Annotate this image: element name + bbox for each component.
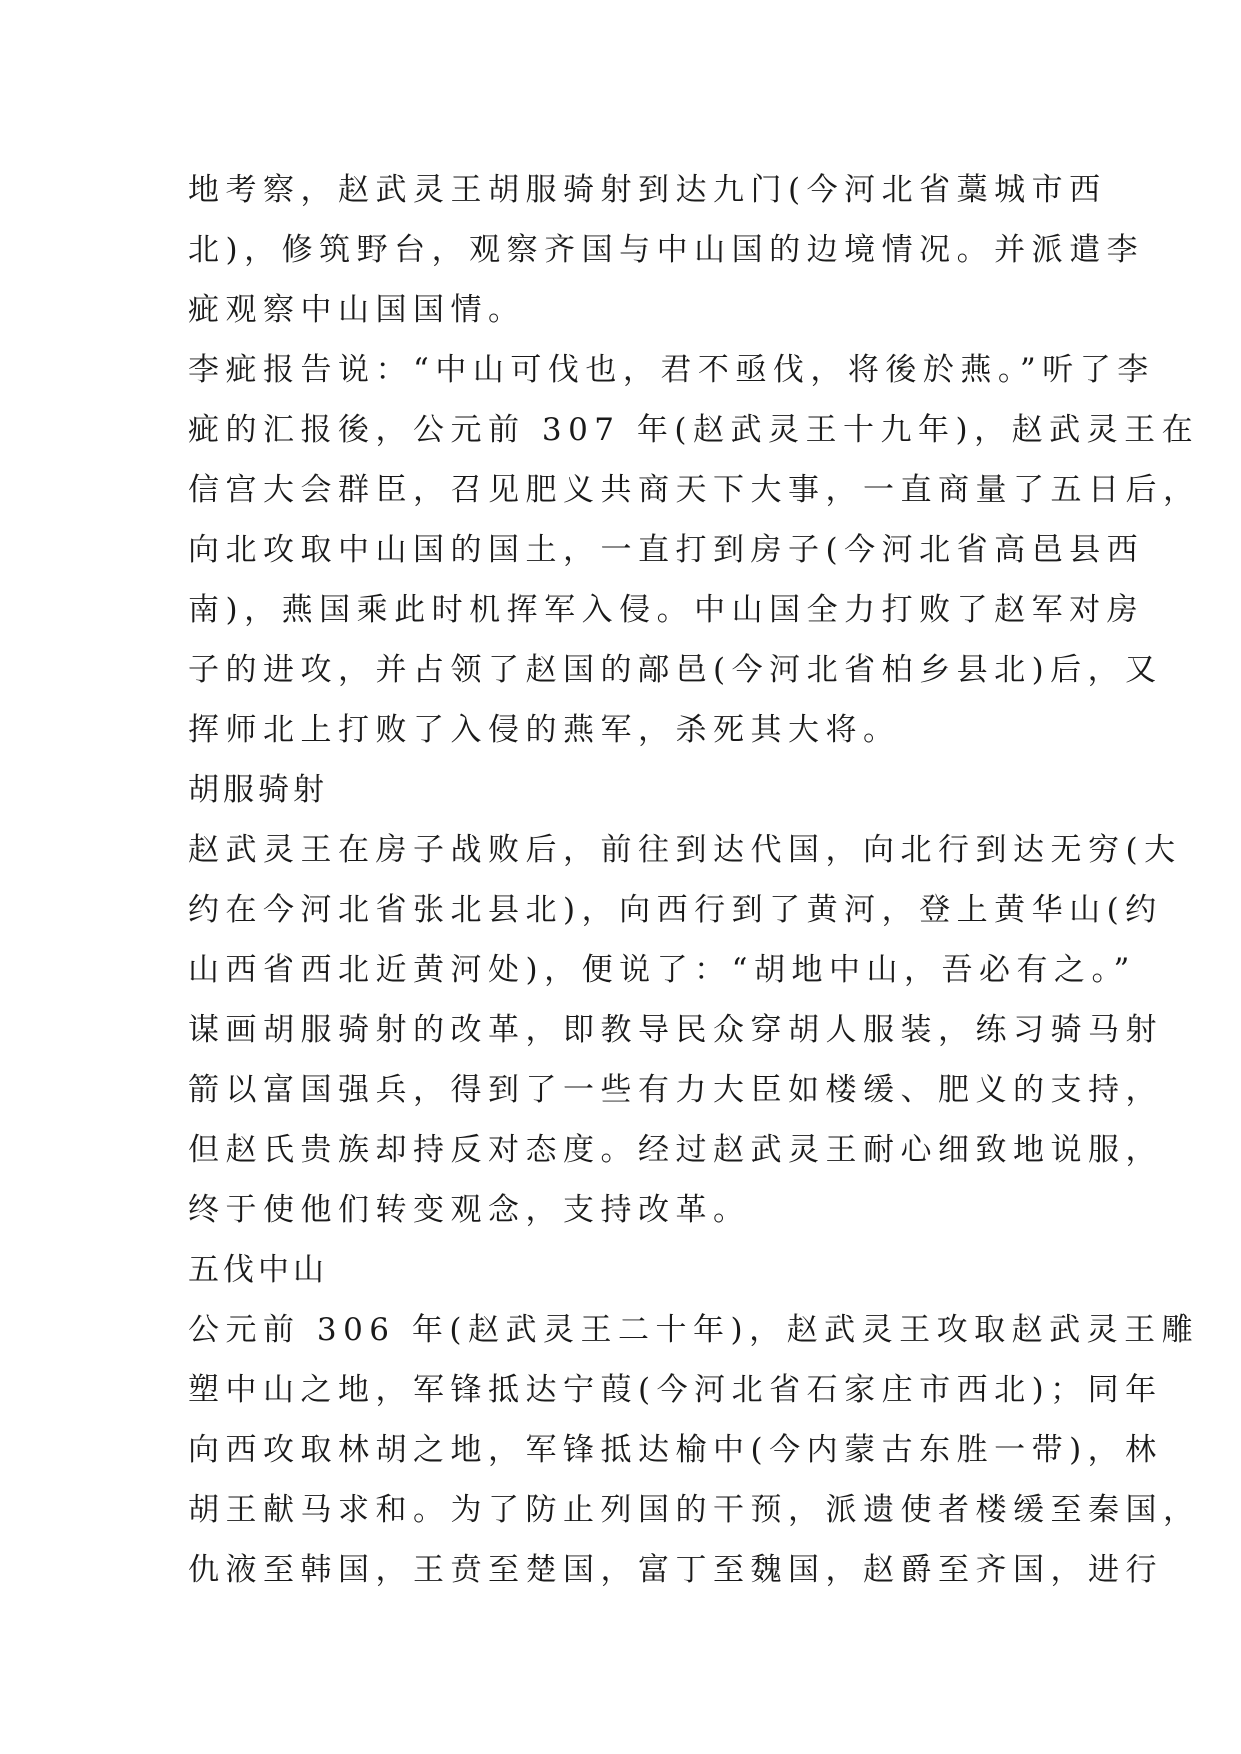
text-line: 终于使他们转变观念，支持改革。	[188, 1192, 751, 1228]
text-line: 挥师北上打败了入侵的燕军，杀死其大将。	[188, 712, 901, 748]
section-heading: 五伐中山	[188, 1252, 328, 1288]
text-line: 向北攻取中山国的国土，一直打到房子(今河北省高邑县西	[188, 532, 1145, 568]
text-line: 疵观察中山国国情。	[188, 292, 526, 328]
text-line: 塑中山之地，军锋抵达宁葭(今河北省石家庄市西北)；同年	[188, 1372, 1163, 1408]
body-text	[188, 160, 1201, 1600]
text-line: 信宫大会群臣，召见肥义共商天下大事，一直商量了五日后，	[188, 472, 1201, 508]
text-line: 仇液至韩国，王贲至楚国，富丁至魏国，赵爵至齐国，进行	[188, 1552, 1163, 1588]
text-line: 箭以富国强兵，得到了一些有力大臣如楼缓、肥义的支持，	[188, 1072, 1163, 1108]
text-line: 约在今河北省张北县北)，向西行到了黄河，登上黄华山(约	[188, 892, 1163, 928]
text-line: 但赵氏贵族却持反对态度。经过赵武灵王耐心细致地说服，	[188, 1132, 1163, 1168]
text-line: 北)，修筑野台，观察齐国与中山国的边境情况。并派遣李	[188, 232, 1145, 268]
text-line: 山西省西北近黄河处)，便说了：“胡地中山，吾必有之。”	[188, 952, 1136, 988]
text-line: 南)，燕国乘此时机挥军入侵。中山国全力打败了赵军对房	[188, 592, 1145, 628]
text-line: 子的进攻，并占领了赵国的鄗邑(今河北省柏乡县北)后，又	[188, 652, 1163, 688]
text-line: 地考察，赵武灵王胡服骑射到达九门(今河北省藁城市西	[188, 172, 1107, 208]
text-line: 李疵报告说：“中山可伐也，君不亟伐，将後於燕。”听了李	[188, 352, 1155, 388]
text-line: 疵的汇报後，公元前 307 年(赵武灵王十九年)，赵武灵王在	[188, 412, 1200, 448]
text-line: 谋画胡服骑射的改革，即教导民众穿胡人服装，练习骑马射	[188, 1012, 1163, 1048]
text-line: 赵武灵王在房子战败后，前往到达代国，向北行到达无穷(大	[188, 832, 1182, 868]
text-line: 向西攻取林胡之地，军锋抵达榆中(今内蒙古东胜一带)，林	[188, 1432, 1163, 1468]
text-line: 公元前 306 年(赵武灵王二十年)，赵武灵王攻取赵武灵王雕	[188, 1312, 1200, 1348]
section-heading: 胡服骑射	[188, 772, 328, 808]
text-line: 胡王献马求和。为了防止列国的干预，派遗使者楼缓至秦国，	[188, 1492, 1201, 1528]
